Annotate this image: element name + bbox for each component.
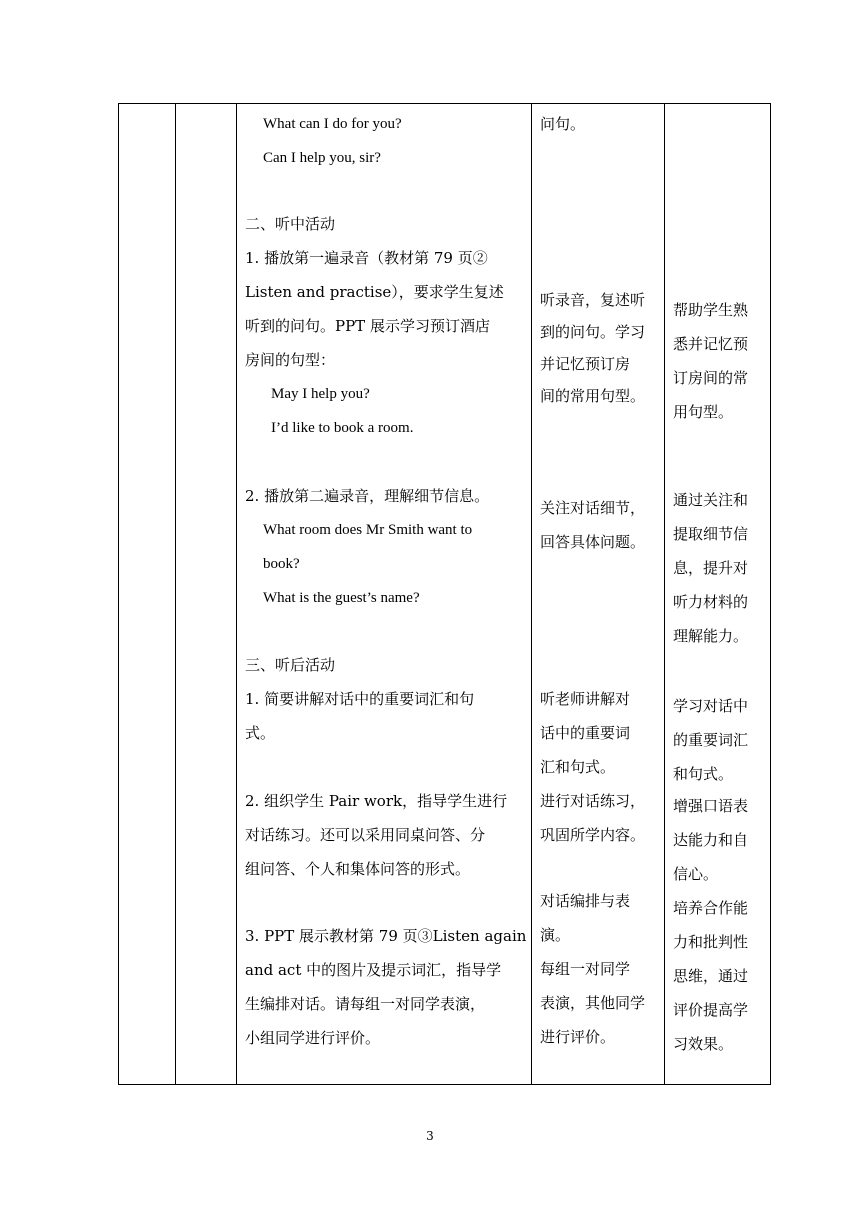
- student-activity-line: 巩固所学内容。: [540, 826, 646, 844]
- student-activity-line: 表演，其他同学: [540, 994, 646, 1012]
- stage-cell: [119, 104, 176, 1085]
- design-purpose-line: 听力材料的: [673, 593, 749, 611]
- teacher-activity-line: 二、听中活动: [245, 215, 336, 233]
- teacher-activity-line: and act 中的图片及提示词汇，指导学: [245, 961, 502, 979]
- teacher-activity-line: 组问答、个人和集体问答的形式。: [245, 860, 471, 878]
- teacher-activity-line: Can I help you, sir?: [263, 150, 381, 166]
- student-activity-line: 汇和句式。: [540, 758, 616, 776]
- design-purpose-line: 息，提升对: [673, 559, 749, 577]
- student-activity-line: 进行对话练习，: [540, 792, 646, 810]
- student-activity-line: 并记忆预订房: [540, 355, 631, 373]
- teacher-activity-line: What can I do for you?: [263, 116, 402, 132]
- design-purpose-line: 帮助学生熟: [673, 301, 749, 319]
- table-row: [119, 104, 771, 1085]
- teacher-activity-line: What room does Mr Smith want to: [263, 522, 473, 538]
- teacher-activity-line: 生编排对话。请每组一对同学表演，: [245, 995, 486, 1013]
- design-purpose-line: 学习对话中: [673, 697, 749, 715]
- teacher-activity-cell: [237, 104, 532, 1085]
- teacher-activity-line: 3. PPT 展示教材第 79 页③Listen again: [245, 927, 527, 945]
- lesson-plan-table: [118, 103, 771, 1085]
- design-purpose-line: 达能力和自: [673, 831, 749, 849]
- student-activity-line: 进行评价。: [540, 1028, 616, 1046]
- design-purpose-line: 增强口语表: [673, 797, 749, 815]
- teacher-activity-line: What is the guest’s name?: [263, 590, 420, 606]
- teacher-activity-line: 1. 简要讲解对话中的重要词汇和句: [245, 690, 475, 708]
- student-activity-line: 听录音，复述听: [540, 291, 646, 309]
- student-activity-line: 关注对话细节，: [540, 499, 646, 517]
- teacher-activity-line: 三、听后活动: [245, 656, 336, 674]
- teacher-activity-line: 小组同学进行评价。: [245, 1029, 381, 1047]
- design-purpose-line: 理解能力。: [673, 627, 749, 645]
- design-purpose-line: 悉并记忆预: [673, 335, 749, 353]
- student-activity-line: 话中的重要词: [540, 724, 631, 742]
- time-cell: [176, 104, 237, 1085]
- teacher-activity-line: May I help you?: [271, 386, 370, 402]
- design-purpose-line: 和句式。: [673, 765, 734, 783]
- design-purpose-line: 通过关注和: [673, 491, 749, 509]
- student-activity-line: 每组一对同学: [540, 960, 631, 978]
- teacher-activity-line: 对话练习。还可以采用同桌问答、分: [245, 826, 486, 844]
- student-activity-line: 问句。: [540, 115, 586, 133]
- page-number: 3: [426, 1129, 434, 1143]
- design-purpose-line: 信心。: [673, 865, 719, 883]
- design-purpose-line: 提取细节信: [673, 525, 749, 543]
- teacher-activity-line: 1. 播放第一遍录音（教材第 79 页②: [245, 249, 488, 267]
- teacher-activity-line: 2. 组织学生 Pair work，指导学生进行: [245, 792, 508, 810]
- teacher-activity-line: Listen and practise），要求学生复述: [245, 283, 504, 301]
- teacher-activity-line: 式。: [245, 724, 276, 742]
- design-purpose-line: 力和批判性: [673, 933, 749, 951]
- design-purpose-line: 用句型。: [673, 403, 734, 421]
- student-activity-line: 间的常用句型。: [540, 387, 646, 405]
- design-purpose-line: 思维，通过: [673, 967, 749, 985]
- student-activity-cell: [532, 104, 665, 1085]
- student-activity-line: 对话编排与表: [540, 892, 631, 910]
- student-activity-line: 回答具体问题。: [540, 533, 646, 551]
- design-purpose-line: 的重要词汇: [673, 731, 749, 749]
- design-purpose-cell: [665, 104, 771, 1085]
- student-activity-line: 到的问句。学习: [540, 323, 646, 341]
- teacher-activity-line: 2. 播放第二遍录音，理解细节信息。: [245, 487, 490, 505]
- design-purpose-line: 培养合作能: [673, 899, 749, 917]
- design-purpose-line: 习效果。: [673, 1035, 734, 1053]
- teacher-activity-line: 房间的句型：: [245, 351, 336, 369]
- student-activity-line: 演。: [540, 926, 571, 944]
- teacher-activity-line: I’d like to book a room.: [271, 420, 414, 436]
- teacher-activity-line: book?: [263, 556, 300, 572]
- design-purpose-line: 评价提高学: [673, 1001, 749, 1019]
- design-purpose-line: 订房间的常: [673, 369, 749, 387]
- student-activity-line: 听老师讲解对: [540, 690, 631, 708]
- teacher-activity-line: 听到的问句。PPT 展示学习预订酒店: [245, 317, 490, 335]
